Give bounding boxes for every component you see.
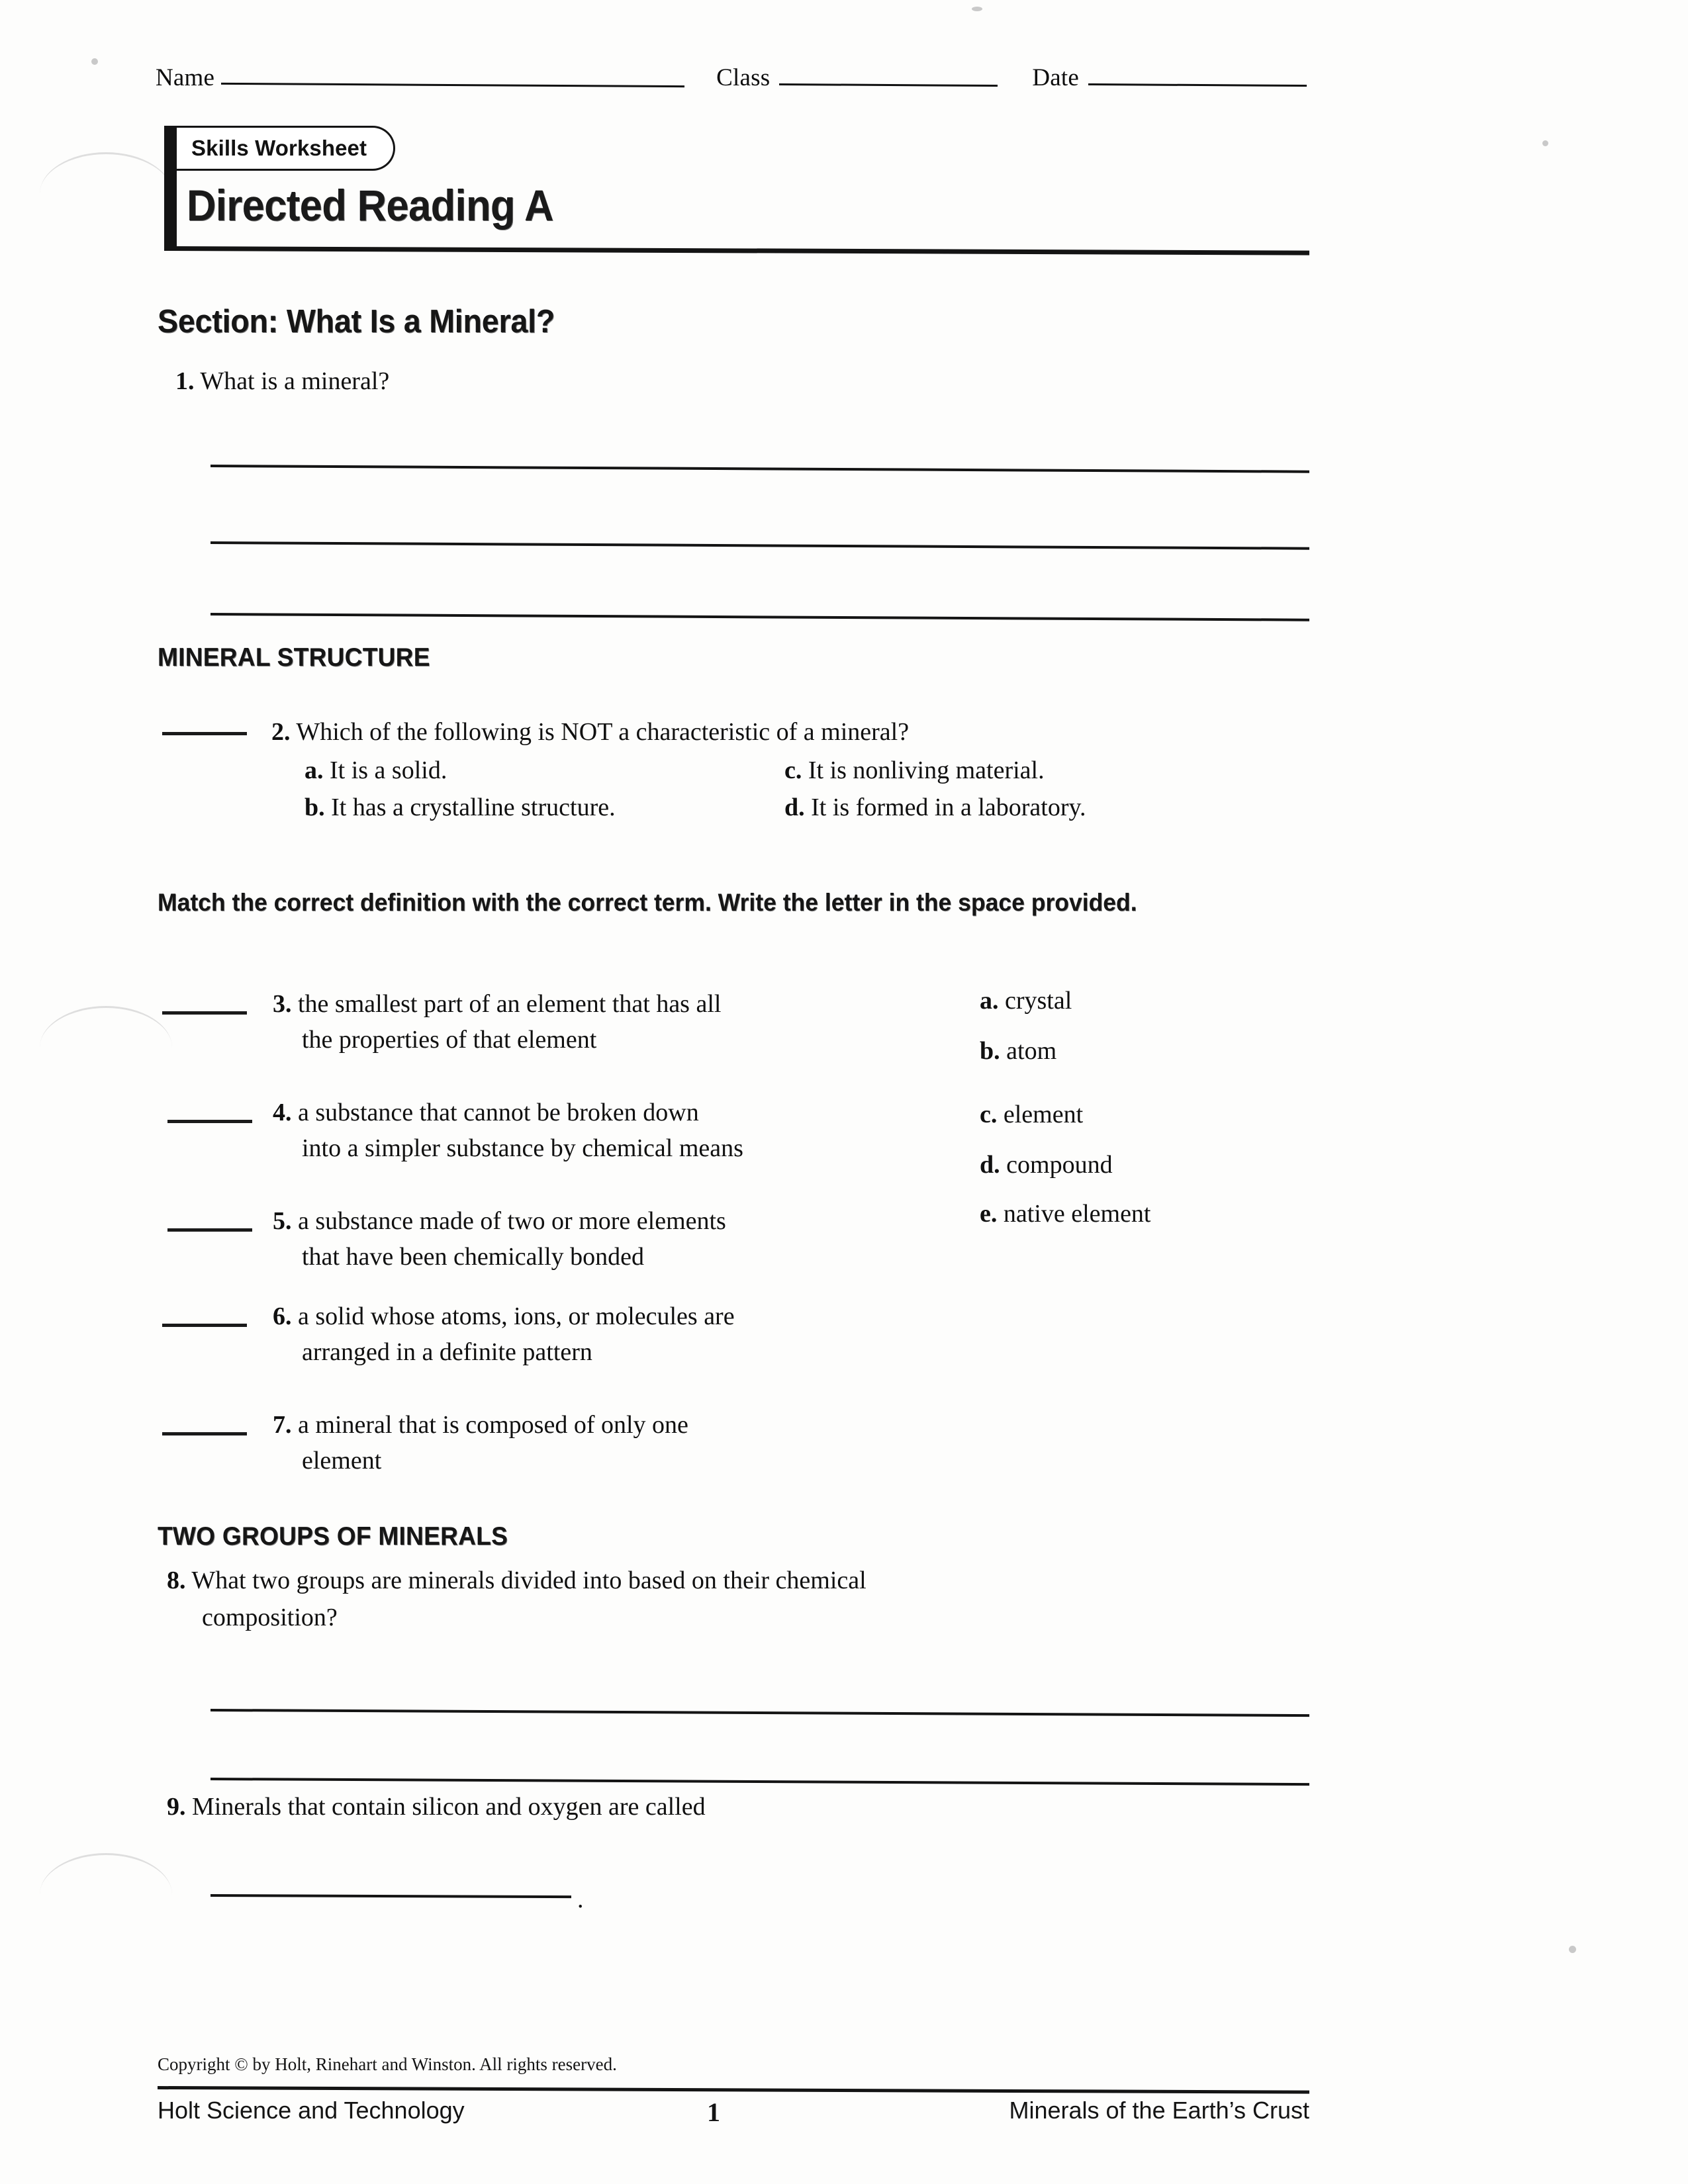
question-1-text: What is a mineral? [200, 367, 390, 395]
item-line-1: a substance that cannot be broken down [298, 1099, 699, 1126]
matching-term-e [980, 1199, 1151, 1228]
item-number: 6. [273, 1302, 292, 1330]
choice-letter: b. [305, 794, 325, 821]
matching-term-d [980, 1150, 1113, 1179]
question-8-line-1: What two groups are minerals divided into based on their chemical [191, 1567, 867, 1594]
question-7-answer-blank[interactable] [162, 1432, 247, 1435]
item-line-2: element [302, 1447, 382, 1475]
class-label: Class [716, 64, 771, 91]
choice-letter: c. [784, 756, 802, 784]
footer [158, 2097, 1309, 2136]
term-letter: a. [980, 987, 999, 1015]
worksheet-title: Directed Reading A [187, 181, 553, 230]
choice-text: It is formed in a laboratory. [811, 794, 1086, 821]
scan-speck [1542, 140, 1548, 146]
question-9-number: 9. [167, 1793, 186, 1821]
question-1-number: 1. [175, 367, 195, 395]
footer-page-number: 1 [707, 2097, 720, 2127]
footer-divider [158, 2086, 1309, 2094]
hole-punch-mark [40, 152, 172, 194]
question-6-answer-blank[interactable] [162, 1324, 247, 1327]
question-8 [167, 1562, 867, 1599]
matching-item-3 [273, 986, 721, 1058]
skills-worksheet-tab [177, 126, 395, 171]
question-2-number: 2. [271, 718, 291, 746]
question-8-answer-line[interactable] [211, 1778, 1309, 1786]
matching-item-7 [273, 1407, 688, 1479]
question-2-choice-a[interactable] [305, 752, 447, 789]
footer-chapter-title: Minerals of the Earth’s Crust [1009, 2097, 1309, 2124]
term-text: atom [1006, 1037, 1057, 1065]
term-text: element [1003, 1101, 1084, 1128]
masthead [164, 123, 1309, 255]
matching-item-5 [273, 1203, 726, 1275]
term-letter: e. [980, 1200, 998, 1228]
section-title: Section: What Is a Mineral? [158, 304, 555, 340]
question-8-line-2: composition? [202, 1604, 338, 1631]
question-2-choice-d[interactable] [784, 789, 1086, 826]
matching-term-c [980, 1100, 1083, 1129]
scan-speck [1569, 1946, 1576, 1953]
name-label: Name [156, 64, 215, 91]
hole-punch-mark [40, 1853, 172, 1895]
item-line-1: a mineral that is composed of only one [298, 1411, 688, 1439]
class-input-line[interactable] [779, 83, 998, 87]
item-number: 3. [273, 990, 292, 1018]
question-5-answer-blank[interactable] [167, 1228, 252, 1232]
question-3-answer-blank[interactable] [162, 1011, 247, 1015]
matching-item-4 [273, 1095, 743, 1166]
matching-term-a [980, 986, 1072, 1015]
term-text: compound [1006, 1151, 1113, 1179]
scan-speck [972, 7, 982, 11]
choice-letter: d. [784, 794, 805, 821]
skills-worksheet-tab-label: Skills Worksheet [191, 136, 367, 160]
question-4-answer-blank[interactable] [167, 1120, 252, 1123]
question-9-trailing-period: . [577, 1886, 584, 1913]
question-2-stem: Which of the following is NOT a characteristic of a mineral? [296, 718, 910, 746]
matching-term-b [980, 1036, 1056, 1066]
choice-text: It is a solid. [330, 756, 447, 784]
term-letter: c. [980, 1101, 998, 1128]
question-9 [167, 1788, 706, 1825]
question-8-number: 8. [167, 1567, 186, 1594]
student-info-row [156, 64, 1307, 92]
footer-book-title: Holt Science and Technology [158, 2097, 465, 2124]
question-2 [271, 713, 909, 751]
hole-punch-mark [40, 1006, 172, 1048]
term-text: native element [1003, 1200, 1151, 1228]
choice-letter: a. [305, 756, 324, 784]
question-2-choice-c[interactable] [784, 752, 1045, 789]
question-1 [175, 363, 389, 400]
item-number: 4. [273, 1099, 292, 1126]
question-9-text: Minerals that contain silicon and oxygen are called [192, 1793, 706, 1821]
matching-instructions: Match the correct definition with the correct term. Write the letter in the space provided. [158, 889, 1137, 916]
item-line-2: arranged in a definite pattern [302, 1338, 592, 1366]
term-letter: b. [980, 1037, 1000, 1065]
item-line-2: that have been chemically bonded [302, 1243, 645, 1271]
date-label: Date [1032, 64, 1079, 91]
item-line-1: the smallest part of an element that has all [298, 990, 722, 1018]
term-text: crystal [1005, 987, 1072, 1015]
matching-item-6 [273, 1298, 735, 1370]
question-9-answer-line[interactable] [211, 1894, 571, 1898]
item-line-1: a solid whose atoms, ions, or molecules are [298, 1302, 735, 1330]
item-line-2: into a simpler substance by chemical means [302, 1134, 743, 1162]
choice-text: It has a crystalline structure. [331, 794, 616, 821]
question-8-answer-line[interactable] [211, 1709, 1309, 1717]
scan-speck [91, 58, 98, 65]
masthead-accent-bar [164, 126, 177, 249]
copyright-notice: Copyright © by Holt, Rinehart and Winston. All rights reserved. [158, 2054, 617, 2074]
date-input-line[interactable] [1088, 83, 1307, 87]
question-1-answer-line[interactable] [211, 613, 1309, 621]
subsection-mineral-structure: MINERAL STRUCTURE [158, 643, 430, 672]
choice-text: It is nonliving material. [808, 756, 1045, 784]
item-number: 5. [273, 1207, 292, 1235]
question-2-answer-blank[interactable] [162, 732, 247, 735]
question-2-choice-b[interactable] [305, 789, 616, 826]
question-1-answer-line[interactable] [211, 465, 1309, 473]
subsection-two-groups-of-minerals: TWO GROUPS OF MINERALS [158, 1522, 508, 1551]
question-1-answer-line[interactable] [211, 541, 1309, 550]
item-line-2: the properties of that element [302, 1026, 597, 1054]
masthead-divider [164, 246, 1309, 255]
item-line-1: a substance made of two or more elements [298, 1207, 726, 1235]
item-number: 7. [273, 1411, 292, 1439]
name-input-line[interactable] [221, 83, 684, 87]
term-letter: d. [980, 1151, 1000, 1179]
